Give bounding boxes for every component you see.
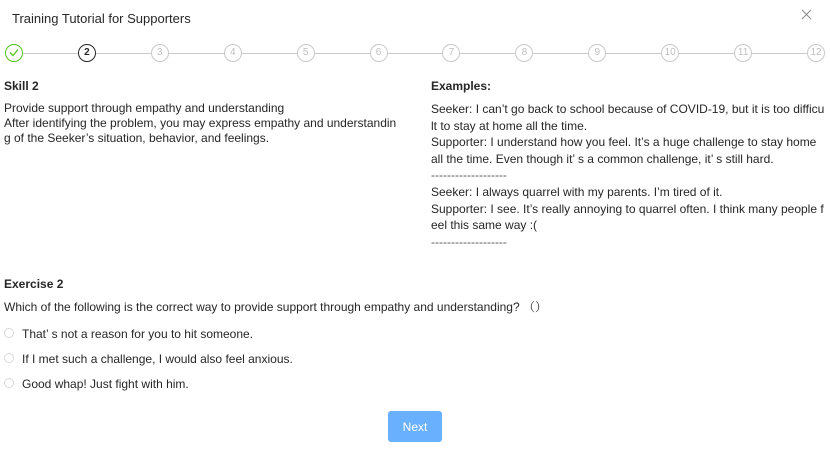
step-3 xyxy=(151,44,169,62)
step-10 xyxy=(661,44,679,62)
examples-body xyxy=(431,101,826,250)
step-12 xyxy=(807,44,825,62)
step-number: 8 xyxy=(521,47,528,58)
example-supporter-2: Supporter: I see. It’s really annoying to quarrel often. I think many people feel this same way :( xyxy=(431,201,824,233)
step-4 xyxy=(224,44,242,62)
step-number: 6 xyxy=(375,47,382,58)
answer-option-label: If I met such a challenge, I would also feel anxious. xyxy=(22,352,293,366)
step-2 xyxy=(78,44,96,62)
step-number: 10 xyxy=(664,47,676,58)
example-seeker-2: Seeker: I always quarrel with my parents. I’m tired of it. xyxy=(431,184,723,199)
dialog-title: Training Tutorial for Supporters xyxy=(12,11,191,26)
answer-option-1[interactable] xyxy=(4,326,293,342)
example-seeker-1: Seeker: I can’t go back to school because of COVID-19, but it is too difficult to stay at home all the time. xyxy=(431,102,825,133)
radio-button[interactable] xyxy=(4,353,14,363)
example-separator-2: ------------------- xyxy=(431,234,507,249)
step-number: 2 xyxy=(84,47,90,58)
answer-option-label: Good whap! Just fight with him. xyxy=(22,377,189,391)
step-number: 11 xyxy=(737,47,749,58)
exercise-heading: Exercise 2 xyxy=(4,277,64,291)
answer-option-2[interactable] xyxy=(4,351,293,367)
examples-heading: Examples: xyxy=(431,79,492,93)
radio-button[interactable] xyxy=(4,378,14,388)
check-icon xyxy=(9,48,19,57)
next-button[interactable]: Next xyxy=(388,411,442,442)
skill-description: After identifying the problem, you may express empathy and understanding of the Seeker’s situation, behavior, and feelings. xyxy=(4,116,397,145)
step-9 xyxy=(588,44,606,62)
step-1 xyxy=(5,44,23,62)
example-separator-1: ------------------- xyxy=(431,168,507,183)
answer-option-3[interactable] xyxy=(4,376,293,392)
example-supporter-1: Supporter: I understand how you feel. It’s a huge challenge to stay home all the time. Even though it’ s a common challenge, it’ s still hard. xyxy=(431,135,817,166)
answer-options xyxy=(4,326,293,401)
step-6 xyxy=(370,44,388,62)
step-number: 12 xyxy=(810,47,822,58)
skill-body xyxy=(4,101,397,146)
step-8 xyxy=(515,44,533,62)
step-number: 3 xyxy=(157,47,163,58)
step-5 xyxy=(297,44,315,62)
step-11 xyxy=(734,44,752,62)
step-number: 4 xyxy=(229,47,236,58)
answer-option-label: That’ s not a reason for you to hit someone. xyxy=(22,327,254,341)
radio-button[interactable] xyxy=(4,328,14,338)
exercise-question: Which of the following is the correct way to provide support through empathy and understanding? （） xyxy=(4,300,547,314)
step-7 xyxy=(442,44,460,62)
step-number: 9 xyxy=(594,47,601,58)
step-progress xyxy=(4,44,826,64)
close-icon[interactable] xyxy=(798,6,816,24)
skill-title: Provide support through empathy and understanding xyxy=(4,101,285,115)
step-number: 5 xyxy=(302,47,309,58)
skill-heading: Skill 2 xyxy=(4,79,39,93)
steps-connector xyxy=(14,53,816,54)
step-number: 7 xyxy=(448,47,455,58)
